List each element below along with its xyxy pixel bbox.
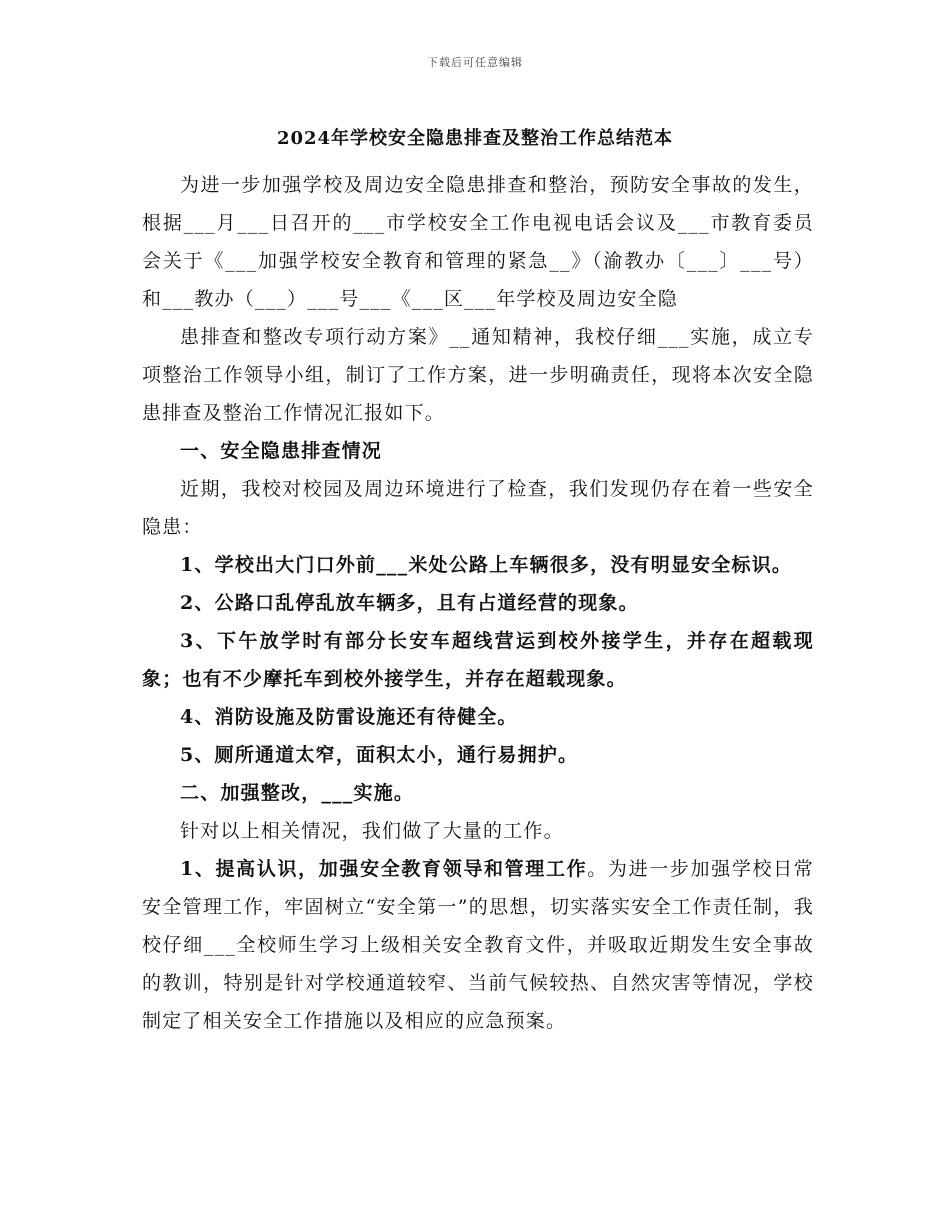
section1-item-1: 1、学校出大门口外前___米处公路上车辆很多，没有明显安全标识。 — [180, 554, 793, 576]
intro-paragraph-2: 患排查和整改专项行动方案》__通知精神，我校仔细___实施，成立专项整治工作领导小组，制订了工作方案，进一步明确责任，现将本次安全隐患排查及整治工作情况汇报如下。 — [142, 326, 814, 424]
section2-item-1 — [142, 850, 814, 1040]
section2-intro: 针对以上相关情况，我们做了大量的工作。 — [180, 820, 564, 842]
section2-item-1-body: 。为进一步加强学校日常安全管理工作，牢固树立“安全第一”的思想，切实落实安全工作责任制，我校仔细___全校师生学习上级相关安全教育文件，并吸取近期发生安全事故的教训，特别是针对学校通道较窄、当前气候较热、自然灾害等情况，学校制定了相关安全工作措施以及相应的应急预案。 — [142, 858, 814, 1032]
intro-paragraph-1: 为进一步加强学校及周边安全隐患排查和整治，预防安全事故的发生，根据___月___日召开的___市学校安全工作电视电话会议及___市教育委员会关于《___加强学校安全教育和管理的紧急__》（渝教办〔___〕___号）和___教办（___）___号___《___区___年学校及周边安全隐 — [142, 174, 814, 310]
section1-item-4: 4、消防设施及防雷设施还有待健全。 — [180, 706, 518, 728]
section1-item-5: 5、厕所通道太窄，面积太小，通行易拥护。 — [180, 744, 579, 766]
section2-item-1-lead: 1、提高认识，加强安全教育领导和管理工作 — [180, 858, 588, 880]
section1-item-2: 2、公路口乱停乱放车辆多，且有占道经营的现象。 — [180, 592, 639, 614]
document-title: 2024年学校安全隐患排查及整治工作总结范本 — [276, 128, 674, 149]
header-note: 下载后可任意编辑 — [427, 56, 523, 69]
section1-heading: 一、安全隐患排查情况 — [180, 440, 383, 462]
document-body — [142, 166, 814, 1040]
section1-intro: 近期，我校对校园及周边环境进行了检查，我们发现仍存在着一些安全隐患： — [142, 478, 814, 538]
section1-item-3: 3、下午放学时有部分长安车超线营运到校外接学生，并存在超载现象；也有不少摩托车到校外接学生，并存在超载现象。 — [142, 630, 814, 690]
section2-heading: 二、加强整改，___实施。 — [180, 782, 415, 804]
